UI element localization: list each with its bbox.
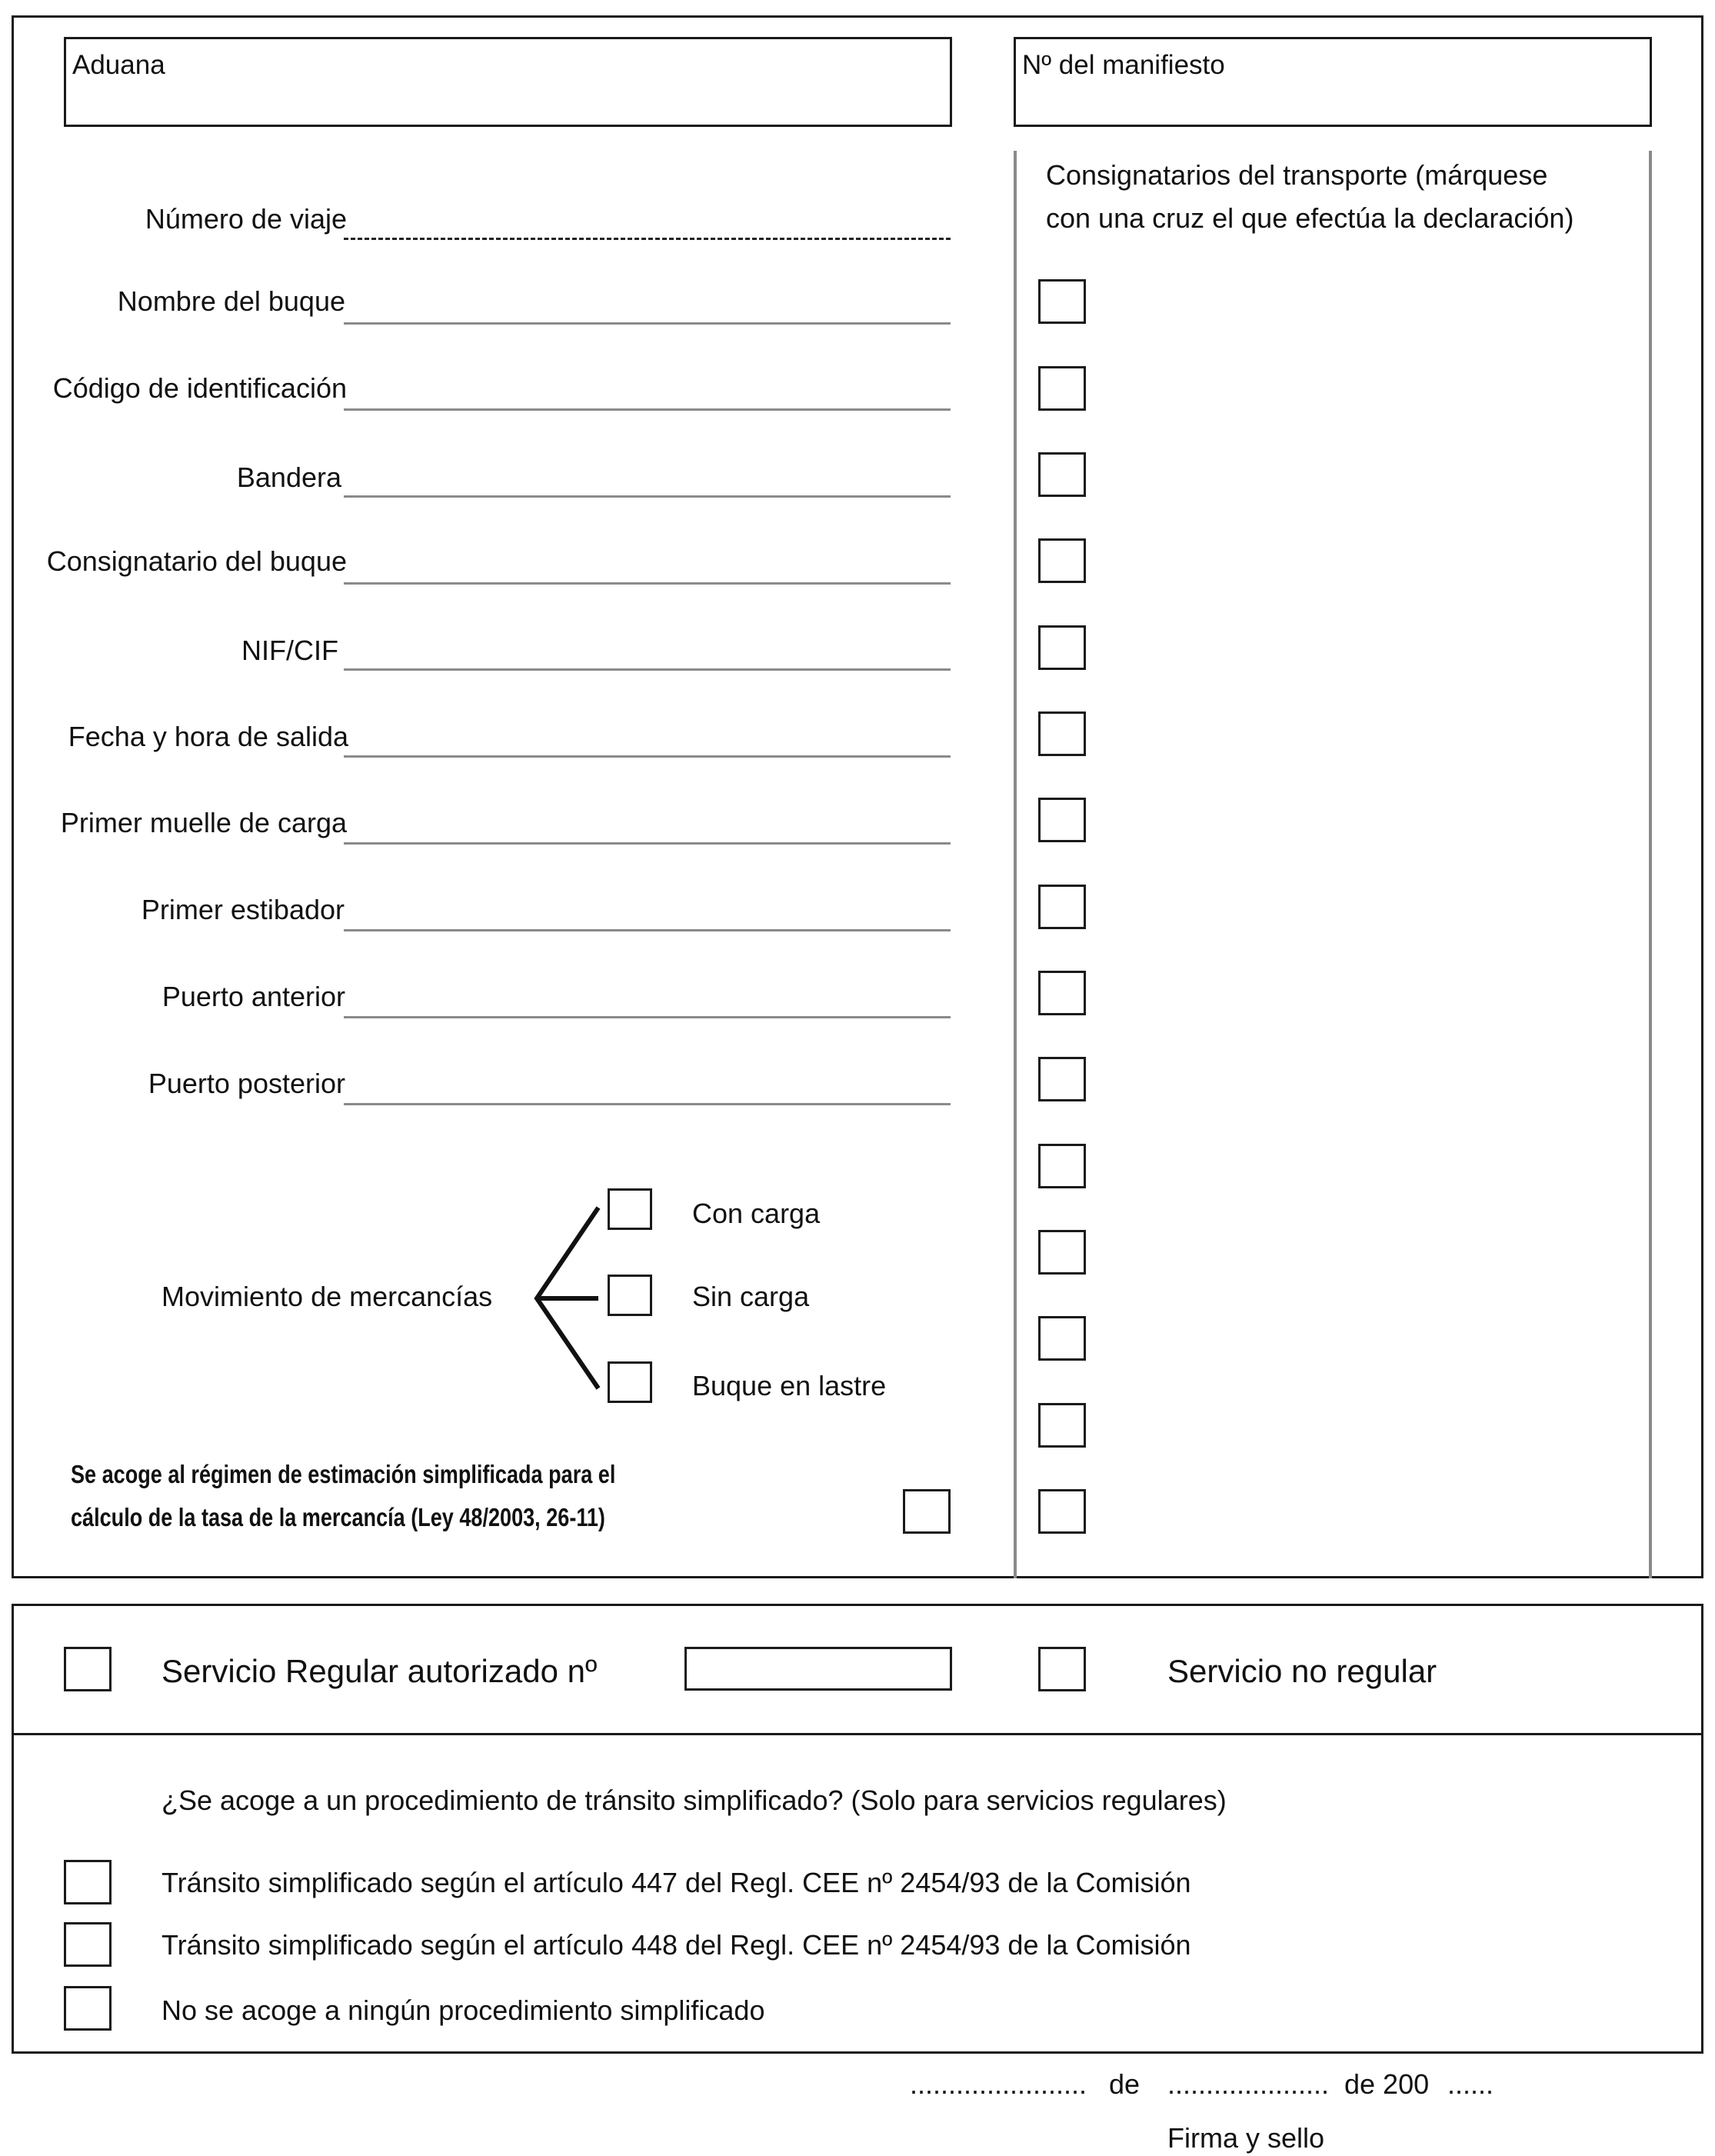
field-label-nombre-buque: Nombre del buque (117, 285, 345, 317)
consignatario-checkbox-2[interactable] (1038, 366, 1086, 411)
footer-de-200: de 200 (1344, 2068, 1430, 2100)
servicio-regular-label: Servicio Regular autorizado nº (162, 1653, 598, 1689)
field-line-puerto-anterior[interactable] (344, 1016, 951, 1018)
consignatario-checkbox-7[interactable] (1038, 798, 1086, 842)
field-line-nombre-buque[interactable] (344, 322, 951, 325)
field-line-nif-cif[interactable] (344, 668, 951, 671)
servicio-regular-checkbox[interactable] (64, 1647, 112, 1691)
transito-ninguno-label: No se acoge a ningún procedimiento simplificado (162, 1994, 765, 2026)
transito-448-checkbox[interactable] (64, 1922, 112, 1967)
consignatario-checkbox-3[interactable] (1038, 452, 1086, 497)
field-line-fecha-hora-salida[interactable] (344, 755, 951, 758)
consignatario-checkbox-14[interactable] (1038, 1403, 1086, 1448)
servicio-no-regular-checkbox[interactable] (1038, 1647, 1086, 1691)
consignatario-checkbox-4[interactable] (1038, 538, 1086, 583)
transito-448-label: Tránsito simplificado según el artículo 448 del Regl. CEE nº 2454/93 de la Comisión (162, 1929, 1191, 1961)
buque-lastre-label: Buque en lastre (692, 1370, 887, 1401)
consignatario-checkbox-15[interactable] (1038, 1489, 1086, 1534)
aduana-box[interactable] (64, 37, 952, 127)
transito-447-label: Tránsito simplificado según el artículo 447 del Regl. CEE nº 2454/93 de la Comisión (162, 1867, 1191, 1898)
field-label-primer-muelle: Primer muelle de carga (60, 807, 347, 838)
sin-carga-label: Sin carga (692, 1281, 810, 1312)
field-line-numero-viaje[interactable] (344, 238, 951, 240)
buque-lastre-checkbox[interactable] (608, 1361, 652, 1403)
field-label-primer-estibador: Primer estibador (141, 894, 345, 925)
field-label-bandera: Bandera (236, 462, 341, 493)
consignatario-checkbox-11[interactable] (1038, 1144, 1086, 1188)
consignatario-checkbox-8[interactable] (1038, 885, 1086, 929)
consignatarios-right-border (1649, 151, 1652, 1578)
footer-de-1: de (1109, 2068, 1141, 2100)
field-label-consignatario-buque: Consignatario del buque (46, 545, 347, 577)
field-label-fecha-hora-salida: Fecha y hora de salida (68, 721, 348, 752)
field-label-nif-cif: NIF/CIF (241, 635, 338, 666)
consignatarios-heading-line2: con una cruz el que efectúa la declaración) (1046, 202, 1574, 234)
footer-year-dots[interactable]: ...... (1447, 2068, 1494, 2100)
field-line-primer-estibador[interactable] (344, 929, 951, 931)
regimen-checkbox[interactable] (903, 1489, 951, 1534)
transito-ninguno-checkbox[interactable] (64, 1986, 112, 2031)
field-line-puerto-posterior[interactable] (344, 1103, 951, 1105)
manifiesto-label: Nº del manifiesto (1022, 50, 1225, 80)
movimiento-label: Movimiento de mercancías (162, 1281, 493, 1312)
field-line-consignatario-buque[interactable] (344, 582, 951, 585)
servicio-regular-number-field[interactable] (684, 1647, 952, 1691)
aduana-label: Aduana (72, 50, 165, 80)
regimen-line2: cálculo de la tasa de la mercancía (Ley 48/2003, 26-11) (71, 1503, 605, 1531)
field-label-puerto-posterior: Puerto posterior (148, 1068, 345, 1099)
servicio-no-regular-label: Servicio no regular (1167, 1653, 1437, 1689)
con-carga-label: Con carga (692, 1198, 821, 1229)
upper-section (12, 15, 1703, 1578)
consignatario-checkbox-13[interactable] (1038, 1316, 1086, 1361)
consignatario-checkbox-5[interactable] (1038, 625, 1086, 670)
con-carga-checkbox[interactable] (608, 1188, 652, 1230)
transito-447-checkbox[interactable] (64, 1860, 112, 1904)
field-line-primer-muelle[interactable] (344, 842, 951, 845)
consignatarios-heading-line1: Consignatarios del transporte (márquese (1046, 159, 1548, 191)
field-label-puerto-anterior: Puerto anterior (162, 981, 345, 1012)
field-line-bandera[interactable] (344, 495, 951, 498)
footer-month-dots[interactable]: ..................... (1167, 2068, 1330, 2100)
movimiento-bracket (531, 1200, 608, 1408)
field-label-codigo-identificacion: Código de identificación (52, 372, 347, 404)
firma-y-sello: Firma y sello (1167, 2122, 1325, 2154)
consignatario-checkbox-1[interactable] (1038, 279, 1086, 324)
regimen-line1: Se acoge al régimen de estimación simplificada para el (71, 1460, 616, 1488)
field-line-codigo-identificacion[interactable] (344, 408, 951, 411)
manifiesto-box[interactable] (1014, 37, 1652, 127)
consignatario-checkbox-9[interactable] (1038, 971, 1086, 1015)
consignatario-checkbox-12[interactable] (1038, 1230, 1086, 1275)
consignatarios-left-border (1014, 151, 1017, 1578)
consignatario-checkbox-6[interactable] (1038, 711, 1086, 756)
transito-question: ¿Se acoge a un procedimiento de tránsito simplificado? (Solo para servicios regulares) (162, 1784, 1227, 1816)
consignatario-checkbox-10[interactable] (1038, 1057, 1086, 1101)
field-label-numero-viaje: Número de viaje (145, 203, 347, 235)
servicio-divider (12, 1733, 1703, 1735)
footer-day-dots[interactable]: ....................... (910, 2068, 1087, 2100)
sin-carga-checkbox[interactable] (608, 1275, 652, 1316)
